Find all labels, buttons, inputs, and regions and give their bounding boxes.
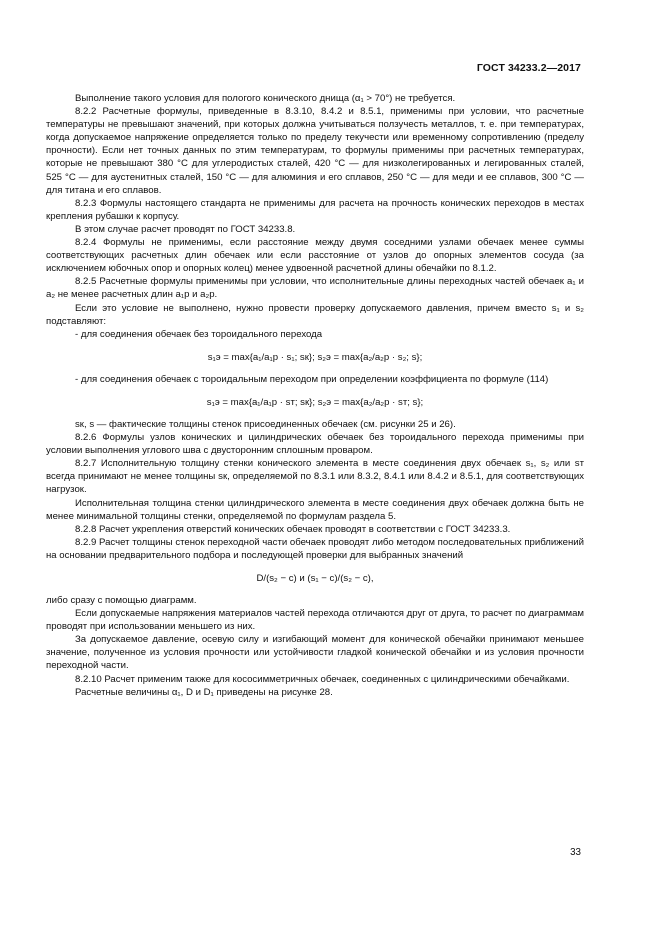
paragraph: За допускаемое давление, осевую силу и изгибающий момент для конической обечайки принимают меньшее значение, полученное из условия прочности или устойчивости гладкой конической обечайки и из условия прочности переходной части.	[46, 634, 584, 672]
formula-text: D/(s₂ − c) и (s₁ − c)/(s₂ − c),	[256, 572, 374, 584]
paragraph: 8.2.9 Расчет толщины стенок переходной части обечаек проводят либо методом последовательных приближений на основании предварительного подбора и последующей проверки для выбранных значений	[46, 536, 584, 561]
paragraph: 8.2.6 Формулы узлов конических и цилиндрических обечаек без тороидального перехода применимы при условии выполнения углового шва с двусторонним сплошным проваром.	[46, 432, 584, 457]
paragraph: - для соединения обечаек с тороидальным переходом при определении коэффициента по формуле (114)	[75, 373, 549, 385]
standard-header: ГОСТ 34233.2—2017	[476, 62, 581, 74]
paragraph: Исполнительная толщина стенки цилиндрического элемента в месте соединения двух обечаек должна быть не менее минимальной толщины стенки, определяемой по формулам раздела 5.	[46, 497, 584, 522]
paragraph: Расчетные величины α₁, D и D₁ приведены на рисунке 28.	[75, 686, 333, 698]
paragraph: В этом случае расчет проводят по ГОСТ 34233.8.	[75, 223, 296, 235]
paragraph: sк, s — фактические толщины стенок присоединенных обечаек (см. рисунки 25 и 26).	[75, 418, 456, 430]
paragraph: 8.2.5 Расчетные формулы применимы при условии, что исполнительные длины переходных частей обечаек a₁ и a₂ не менее расчетных длин a₁p и a₂p.	[46, 276, 584, 301]
paragraph: Если это условие не выполнено, нужно провести проверку допускаемого давления, причем вместо s₁ и s₂ подставляют:	[46, 302, 584, 327]
formula-2	[46, 396, 584, 409]
formula-text: s₁э = max{a₁/a₁p · sт; sк}; s₂э = max{a₂/a₂p · sт; s};	[206, 396, 424, 408]
paragraph: либо сразу с помощью диаграмм.	[46, 595, 197, 606]
paragraph: 8.2.4 Формулы не применимы, если расстояние между двумя соседними узлами обечаек менее суммы соответствующих расчетных длин обечаек или если расстояние от узлов до опорных элементов сосуда (за исключением юбочных опор и опорных колец) менее удвоенной расчетной длины обечайки по 8.1.2.	[46, 237, 584, 275]
paragraph: - для соединения обечаек без тороидального перехода	[75, 328, 323, 340]
formula-text: s₁э = max{a₁/a₁p · s₁; sк}; s₂э = max{a₂/a₂p · s₂; s};	[207, 351, 423, 363]
formula-3	[46, 572, 584, 585]
page-number: 33	[570, 847, 581, 858]
paragraph: 8.2.8 Расчет укрепления отверстий конических обечаек проводят в соответствии с ГОСТ 34233.3.	[75, 523, 511, 535]
paragraph: 8.2.2 Расчетные формулы, приведенные в 8.3.10, 8.4.2 и 8.5.1, применимы при условии, что расчетные температуры не превышают значений, при которых должна учитываться ползучесть металлов, т. е. при температурах, когда допускаемое напряжение определяется только по пределу текучести или временному сопротивлению (пределу прочности). Если нет точных данных по этим температурам, то формулы применимы при расчетных температурах, которые не превышают 380 °С для углеродистых сталей, 420 °С — для низколегированных и легированных сталей, 525 °С — для аустенитных сталей, 150 °С — для алюминия и его сплавов, 250 °С — для меди и ее сплавов, 300 °С — для титана и его сплавов.	[46, 106, 584, 196]
paragraph: 8.2.3 Формулы настоящего стандарта не применимы для расчета на прочность конических переходов в местах крепления рубашки к корпусу.	[46, 197, 584, 222]
formula-1	[46, 351, 584, 364]
body-text	[46, 92, 584, 699]
paragraph: 8.2.10 Расчет применим также для кососимметричных обечаек, соединенных с цилиндрическими обечайками.	[75, 673, 570, 685]
paragraph: Выполнение такого условия для пологого конического днища (α₁ > 70°) не требуется.	[75, 93, 456, 104]
paragraph: Если допускаемые напряжения материалов частей перехода отличаются друг от друга, то расчет по диаграммам проводят при использовании меньшего из них.	[46, 608, 584, 633]
paragraph: 8.2.7 Исполнительную толщину стенки конического элемента в месте соединения двух обечаек s₁, s₂ или sт всегда принимают не менее толщины sк, определяемой по 8.3.1 или 8.3.2, 8.4.1 или 8.4.2 и 8.5.1, для соответствующих нагрузок.	[46, 458, 584, 496]
